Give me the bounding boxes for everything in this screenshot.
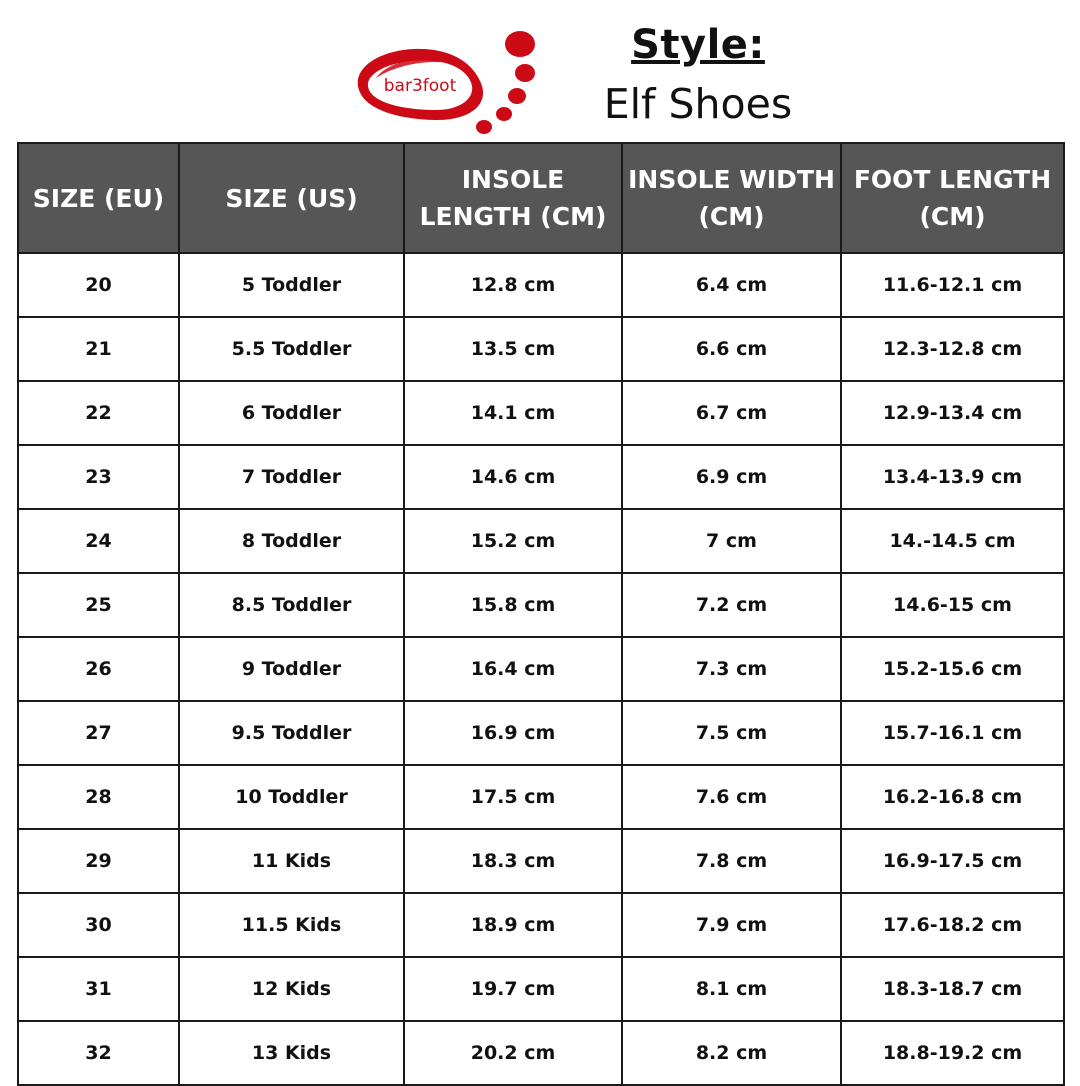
cell-size-eu: 27: [18, 701, 179, 765]
table-row: [18, 445, 1064, 509]
cell-size-us: 5 Toddler: [179, 253, 404, 317]
cell-foot-length: 17.6-18.2 cm: [841, 893, 1064, 957]
table-row: [18, 253, 1064, 317]
table-header-row: [18, 143, 1064, 253]
cell-insole-width: 8.1 cm: [622, 957, 841, 1021]
cell-insole-width: 7.9 cm: [622, 893, 841, 957]
cell-size-us: 7 Toddler: [179, 445, 404, 509]
cell-foot-length: 14.-14.5 cm: [841, 509, 1064, 573]
footprint-logo-icon: [348, 28, 544, 138]
cell-insole-width: 6.6 cm: [622, 317, 841, 381]
cell-foot-length: 15.2-15.6 cm: [841, 637, 1064, 701]
cell-insole-width: 7 cm: [622, 509, 841, 573]
cell-insole-width: 7.5 cm: [622, 701, 841, 765]
cell-insole-width: 7.6 cm: [622, 765, 841, 829]
cell-foot-length: 12.9-13.4 cm: [841, 381, 1064, 445]
cell-size-eu: 24: [18, 509, 179, 573]
cell-insole-width: 8.2 cm: [622, 1021, 841, 1085]
cell-size-eu: 28: [18, 765, 179, 829]
table-row: [18, 509, 1064, 573]
cell-foot-length: 16.9-17.5 cm: [841, 829, 1064, 893]
cell-foot-length: 15.7-16.1 cm: [841, 701, 1064, 765]
cell-size-eu: 29: [18, 829, 179, 893]
header-foot-length: FOOT LENGTH (CM): [841, 143, 1064, 253]
cell-foot-length: 16.2-16.8 cm: [841, 765, 1064, 829]
style-name: Elf Shoes: [603, 80, 793, 128]
cell-size-us: 10 Toddler: [179, 765, 404, 829]
table-row: [18, 1021, 1064, 1085]
cell-insole-length: 15.8 cm: [404, 573, 622, 637]
cell-foot-length: 18.3-18.7 cm: [841, 957, 1064, 1021]
cell-insole-width: 6.9 cm: [622, 445, 841, 509]
cell-size-eu: 22: [18, 381, 179, 445]
cell-insole-length: 14.1 cm: [404, 381, 622, 445]
cell-size-us: 11.5 Kids: [179, 893, 404, 957]
header-insole-width: INSOLE WIDTH (CM): [622, 143, 841, 253]
cell-insole-width: 7.8 cm: [622, 829, 841, 893]
cell-insole-length: 16.9 cm: [404, 701, 622, 765]
table-row: [18, 701, 1064, 765]
cell-insole-width: 7.2 cm: [622, 573, 841, 637]
cell-size-eu: 21: [18, 317, 179, 381]
cell-foot-length: 11.6-12.1 cm: [841, 253, 1064, 317]
cell-size-eu: 26: [18, 637, 179, 701]
cell-insole-width: 6.7 cm: [622, 381, 841, 445]
cell-insole-width: 6.4 cm: [622, 253, 841, 317]
cell-insole-length: 15.2 cm: [404, 509, 622, 573]
table-row: [18, 893, 1064, 957]
table-row: [18, 829, 1064, 893]
cell-size-us: 6 Toddler: [179, 381, 404, 445]
cell-insole-length: 18.3 cm: [404, 829, 622, 893]
cell-insole-length: 13.5 cm: [404, 317, 622, 381]
cell-size-eu: 25: [18, 573, 179, 637]
cell-insole-length: 16.4 cm: [404, 637, 622, 701]
cell-size-us: 8.5 Toddler: [179, 573, 404, 637]
cell-insole-length: 19.7 cm: [404, 957, 622, 1021]
logo-wordmark: bar3foot: [383, 76, 457, 96]
cell-foot-length: 18.8-19.2 cm: [841, 1021, 1064, 1085]
cell-size-us: 11 Kids: [179, 829, 404, 893]
header-insole-length: INSOLE LENGTH (CM): [404, 143, 622, 253]
cell-size-eu: 20: [18, 253, 179, 317]
cell-size-us: 8 Toddler: [179, 509, 404, 573]
cell-size-eu: 31: [18, 957, 179, 1021]
table-row: [18, 573, 1064, 637]
cell-size-us: 9 Toddler: [179, 637, 404, 701]
table-row: [18, 765, 1064, 829]
cell-insole-length: 18.9 cm: [404, 893, 622, 957]
cell-size-us: 12 Kids: [179, 957, 404, 1021]
cell-foot-length: 12.3-12.8 cm: [841, 317, 1064, 381]
header-size-eu: SIZE (EU): [18, 143, 179, 253]
size-chart-table: [17, 142, 1065, 1086]
cell-size-us: 5.5 Toddler: [179, 317, 404, 381]
table-row: [18, 317, 1064, 381]
brand-logo: [348, 28, 544, 138]
table-row: [18, 637, 1064, 701]
cell-insole-width: 7.3 cm: [622, 637, 841, 701]
cell-size-eu: 30: [18, 893, 179, 957]
cell-size-eu: 32: [18, 1021, 179, 1085]
header-size-us: SIZE (US): [179, 143, 404, 253]
cell-foot-length: 14.6-15 cm: [841, 573, 1064, 637]
table-row: [18, 957, 1064, 1021]
table-row: [18, 381, 1064, 445]
cell-insole-length: 20.2 cm: [404, 1021, 622, 1085]
cell-size-us: 9.5 Toddler: [179, 701, 404, 765]
cell-insole-length: 14.6 cm: [404, 445, 622, 509]
cell-size-us: 13 Kids: [179, 1021, 404, 1085]
style-label: Style:: [631, 22, 765, 68]
cell-foot-length: 13.4-13.9 cm: [841, 445, 1064, 509]
cell-insole-length: 17.5 cm: [404, 765, 622, 829]
cell-size-eu: 23: [18, 445, 179, 509]
cell-insole-length: 12.8 cm: [404, 253, 622, 317]
